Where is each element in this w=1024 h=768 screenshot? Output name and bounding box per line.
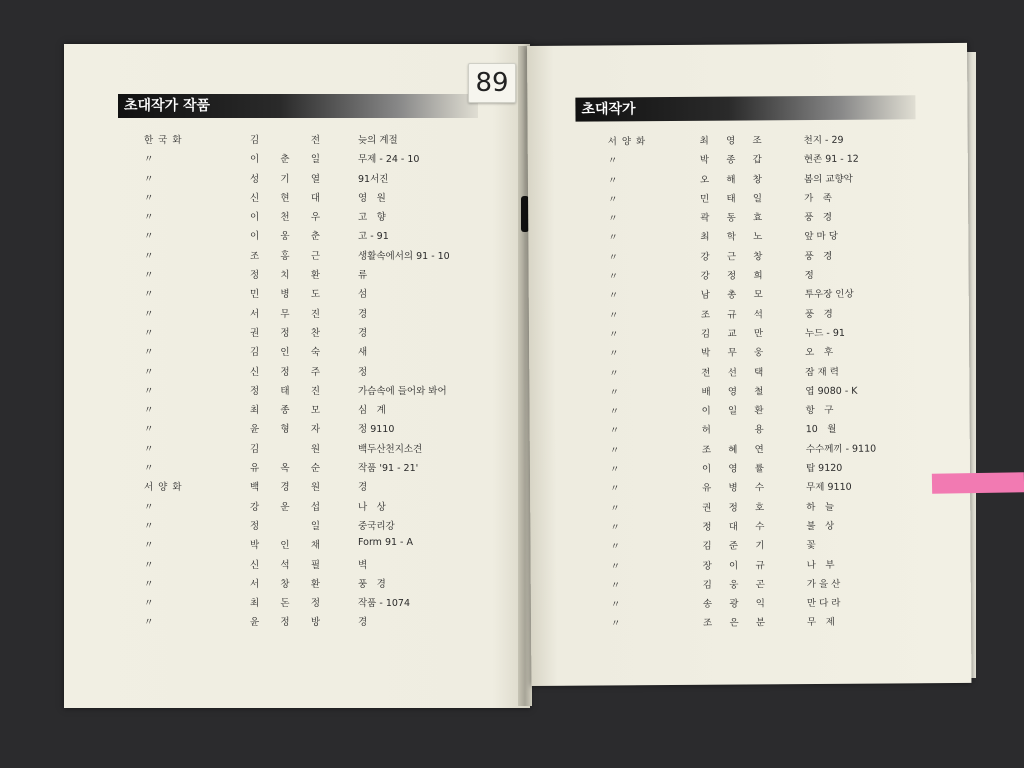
artist-name-cell: 권 정 호	[702, 501, 765, 514]
category-cell: 〃	[609, 348, 624, 360]
category-cell: 〃	[144, 366, 159, 378]
category-cell: 〃	[144, 327, 159, 339]
category-cell: 〃	[609, 464, 625, 476]
artist-name-cell: 백 경 원	[250, 482, 320, 494]
artist-row	[64, 499, 530, 518]
artist-row	[64, 228, 530, 247]
artist-name-cell: 유 옥 순	[250, 463, 320, 475]
artist-name-cell: 유 병 수	[702, 482, 765, 495]
work-title-cell: 생활속에서의 91 - 10	[358, 250, 450, 262]
artist-name-cell: 신 정 주	[250, 366, 320, 378]
work-title-cell: 정	[804, 270, 814, 282]
artist-name-cell: 강 정 희	[700, 270, 763, 282]
artist-name-cell: 최 종 모	[250, 405, 320, 417]
category-cell: 〃	[609, 425, 625, 437]
artist-name-cell: 곽 동 효	[700, 212, 763, 224]
work-title-cell: 투우장 인상	[804, 289, 854, 301]
work-title-cell: 경	[358, 327, 368, 339]
artist-name-cell: 김 교 만	[700, 328, 764, 340]
work-title-cell: 고 향	[358, 212, 386, 224]
work-title-cell: 고 - 91	[358, 231, 389, 243]
category-cell: 〃	[610, 541, 626, 553]
artist-name-cell: 민 태 일	[700, 193, 763, 205]
artist-row	[64, 267, 530, 286]
artist-name-cell: 정 치 환	[250, 270, 320, 282]
artist-row	[64, 132, 530, 151]
artist-row	[64, 614, 530, 633]
artist-name-cell: 허 용	[701, 424, 764, 437]
artist-name-cell: 조 은 분	[702, 617, 766, 630]
category-cell: 〃	[609, 387, 624, 399]
work-title-cell: 봄의 교향악	[803, 173, 853, 185]
work-title-cell: 중국리강	[358, 520, 395, 532]
artist-name-cell: 조 혜 연	[701, 444, 764, 456]
work-title-cell: 잠 재 력	[805, 366, 839, 378]
artist-row	[531, 613, 971, 635]
artist-row	[64, 518, 530, 537]
right-artist-list	[528, 131, 971, 636]
artist-name-cell: 박 종 갑	[699, 154, 762, 167]
artist-name-cell: 이 일 환	[701, 405, 764, 417]
artist-name-cell: 남 총 모	[700, 289, 763, 302]
category-cell: 〃	[144, 501, 159, 513]
artist-name-cell: 정 태 진	[250, 385, 320, 397]
work-title-cell: 10 월	[805, 424, 837, 436]
artist-row	[64, 364, 530, 383]
work-title-cell: 작품 '91 - 21'	[358, 463, 419, 475]
work-title-cell: 새	[358, 347, 368, 359]
right-page-header: 초대작가	[575, 95, 915, 121]
artist-name-cell: 조 규 석	[700, 309, 763, 321]
work-title-cell: 나 부	[806, 559, 835, 571]
left-page	[64, 44, 530, 708]
work-title-cell: 정	[358, 366, 368, 378]
work-title-cell: 만 다 라	[806, 597, 841, 610]
work-title-cell: 정 9110	[358, 424, 395, 436]
artist-name-cell: 박 인 채	[250, 540, 320, 552]
artist-name-cell: 강 운 섭	[250, 501, 320, 513]
artist-row	[64, 460, 530, 479]
category-cell: 〃	[610, 502, 625, 515]
artist-name-cell: 오 해 창	[699, 173, 762, 186]
work-title-cell: 항 구	[805, 405, 834, 417]
category-cell: 〃	[144, 424, 159, 436]
category-cell: 〃	[144, 443, 159, 455]
artist-name-cell: 이 춘 일	[250, 154, 320, 166]
right-page	[527, 43, 971, 686]
artist-name-cell: 이 천 우	[250, 212, 320, 224]
left-page-header: 초대작가 작품	[118, 94, 478, 118]
category-cell: 〃	[144, 289, 159, 301]
category-cell: 한국화	[144, 135, 187, 146]
artist-row	[64, 325, 530, 344]
category-cell: 〃	[608, 194, 623, 206]
category-cell: 〃	[608, 232, 623, 244]
work-title-cell: 가슴속에 들어와 봐어	[358, 385, 447, 397]
work-title-cell: 영 원	[358, 192, 386, 204]
artist-row	[64, 151, 530, 170]
category-cell: 〃	[608, 329, 624, 341]
category-cell: 〃	[607, 155, 623, 167]
artist-row	[64, 286, 530, 305]
work-title-cell: 풍 경	[358, 578, 386, 590]
category-cell: 〃	[611, 618, 626, 630]
artist-row	[64, 537, 530, 556]
category-cell: 〃	[610, 580, 626, 592]
work-title-cell: 무 제	[806, 617, 835, 629]
artist-name-cell: 민 병 도	[250, 289, 320, 301]
artist-name-cell: 윤 형 자	[250, 424, 320, 436]
category-cell: 〃	[608, 252, 624, 264]
category-cell: 〃	[144, 578, 159, 590]
work-title-cell: 수수께끼 - 9110	[805, 443, 877, 455]
work-title-cell: 엽 9080 - K	[805, 385, 858, 397]
category-cell: 〃	[608, 213, 623, 225]
artist-name-cell: 강 근 창	[700, 251, 763, 263]
artist-row	[64, 190, 530, 209]
work-title-cell: Form 91 - A	[358, 537, 414, 549]
artist-row	[64, 479, 530, 498]
artist-name-cell: 서 창 환	[250, 578, 320, 590]
category-cell: 서양화	[144, 482, 187, 494]
category-cell: 〃	[144, 347, 159, 359]
artist-row	[64, 209, 530, 228]
category-cell: 〃	[144, 520, 159, 532]
category-cell: 〃	[144, 405, 159, 417]
artist-name-cell: 윤 정 방	[250, 617, 320, 629]
work-title-cell: 하 늘	[806, 501, 835, 513]
artist-name-cell: 조 홍 근	[250, 250, 320, 262]
artist-name-cell: 최 돈 정	[250, 598, 320, 610]
artist-name-cell: 송 광 익	[702, 598, 765, 610]
category-cell: 〃	[144, 598, 159, 610]
work-title-cell: 누드 - 91	[804, 327, 845, 340]
artist-name-cell: 김 인 숙	[250, 347, 320, 359]
work-title-cell: 앞 마 당	[804, 231, 838, 243]
artist-name-cell: 신 석 필	[250, 559, 320, 571]
work-title-cell: 경	[358, 308, 368, 320]
work-title-cell: 오 후	[805, 347, 834, 359]
artist-row	[64, 595, 530, 614]
category-cell: 〃	[610, 483, 625, 495]
work-title-cell: 꽃	[806, 540, 816, 552]
category-cell: 〃	[144, 617, 159, 629]
work-title-cell: 가 을 산	[806, 578, 841, 590]
artist-name-cell: 전 선 택	[701, 366, 764, 379]
work-title-cell: 91서진	[358, 173, 389, 185]
artist-name-cell: 신 현 대	[250, 192, 320, 204]
category-cell: 〃	[610, 599, 626, 611]
work-title-cell: 나 상	[358, 501, 386, 513]
category-cell: 〃	[608, 271, 624, 283]
category-cell: 〃	[144, 192, 159, 204]
work-title-cell: 탑 9120	[805, 462, 843, 475]
category-cell: 〃	[144, 212, 159, 224]
artist-name-cell: 권 정 찬	[250, 327, 320, 339]
category-cell: 〃	[144, 463, 159, 475]
artist-name-cell: 성 기 열	[250, 173, 320, 185]
category-cell: 서양화	[607, 136, 651, 148]
artist-row	[64, 344, 530, 363]
artist-name-cell: 이 웅 춘	[250, 231, 320, 243]
category-cell: 〃	[144, 173, 159, 185]
category-cell: 〃	[144, 559, 159, 571]
category-cell: 〃	[144, 250, 159, 262]
category-cell: 〃	[610, 560, 626, 572]
artist-row	[64, 383, 530, 402]
pink-bookmark-tab[interactable]	[932, 472, 1024, 494]
work-title-cell: 무제 9110	[806, 482, 852, 494]
category-cell: 〃	[144, 540, 159, 552]
work-title-cell: 백두산천지소견	[358, 443, 423, 455]
work-title-cell: 불 상	[806, 520, 835, 532]
category-cell: 〃	[608, 290, 624, 302]
work-title-cell: 천지 - 29	[803, 134, 844, 147]
artist-name-cell: 최 학 노	[700, 231, 763, 244]
work-title-cell: 류	[358, 270, 368, 282]
category-cell: 〃	[144, 154, 159, 166]
category-cell: 〃	[144, 270, 159, 282]
artist-name-cell: 김 준 기	[702, 540, 765, 553]
work-title-cell: 경	[358, 617, 368, 629]
work-title-cell: 풍 경	[804, 250, 833, 262]
category-cell: 〃	[610, 522, 625, 534]
artist-name-cell: 배 영 철	[701, 386, 764, 398]
artist-row	[64, 248, 530, 267]
work-title-cell: 현존 91 - 12	[803, 153, 859, 166]
work-title-cell: 섬	[358, 289, 368, 301]
artist-name-cell: 김 전	[250, 135, 320, 146]
left-artist-list	[64, 132, 530, 634]
category-cell: 〃	[144, 385, 159, 397]
work-title-cell: 작품 - 1074	[358, 598, 410, 610]
work-title-cell: 풍 경	[804, 308, 833, 320]
artist-name-cell: 서 무 진	[250, 308, 320, 320]
category-cell: 〃	[609, 445, 625, 457]
category-cell: 〃	[609, 367, 624, 379]
work-title-cell: 경	[358, 482, 368, 494]
work-title-cell: 벽	[358, 559, 368, 571]
artist-row	[64, 441, 530, 460]
work-title-cell: 풍 경	[804, 212, 833, 224]
artist-row	[64, 306, 530, 325]
category-cell: 〃	[609, 406, 625, 418]
category-cell: 〃	[144, 231, 159, 243]
category-cell: 〃	[608, 310, 624, 322]
artist-name-cell: 최 영 조	[699, 135, 762, 147]
artist-name-cell: 정 일	[250, 520, 320, 532]
work-title-cell: 늦의 계절	[358, 135, 398, 146]
artist-name-cell: 장 이 규	[702, 559, 765, 572]
work-title-cell: 심 계	[358, 405, 386, 417]
artist-row	[64, 402, 530, 421]
artist-name-cell: 김 원	[250, 443, 320, 455]
artist-name-cell: 이 영 률	[701, 463, 764, 475]
artist-row	[64, 421, 530, 440]
artist-name-cell: 박 무 웅	[701, 347, 764, 360]
artist-row	[64, 171, 530, 190]
work-title-cell: 무제 - 24 - 10	[358, 154, 420, 166]
category-cell: 〃	[144, 308, 159, 320]
artist-name-cell: 김 웅 곤	[702, 579, 765, 591]
category-cell: 〃	[607, 174, 623, 187]
page-number-sticker: 89	[468, 63, 516, 103]
work-title-cell: 가 족	[804, 192, 832, 204]
artist-row	[64, 576, 530, 595]
artist-row	[64, 557, 530, 576]
artist-name-cell: 정 대 수	[702, 521, 765, 533]
